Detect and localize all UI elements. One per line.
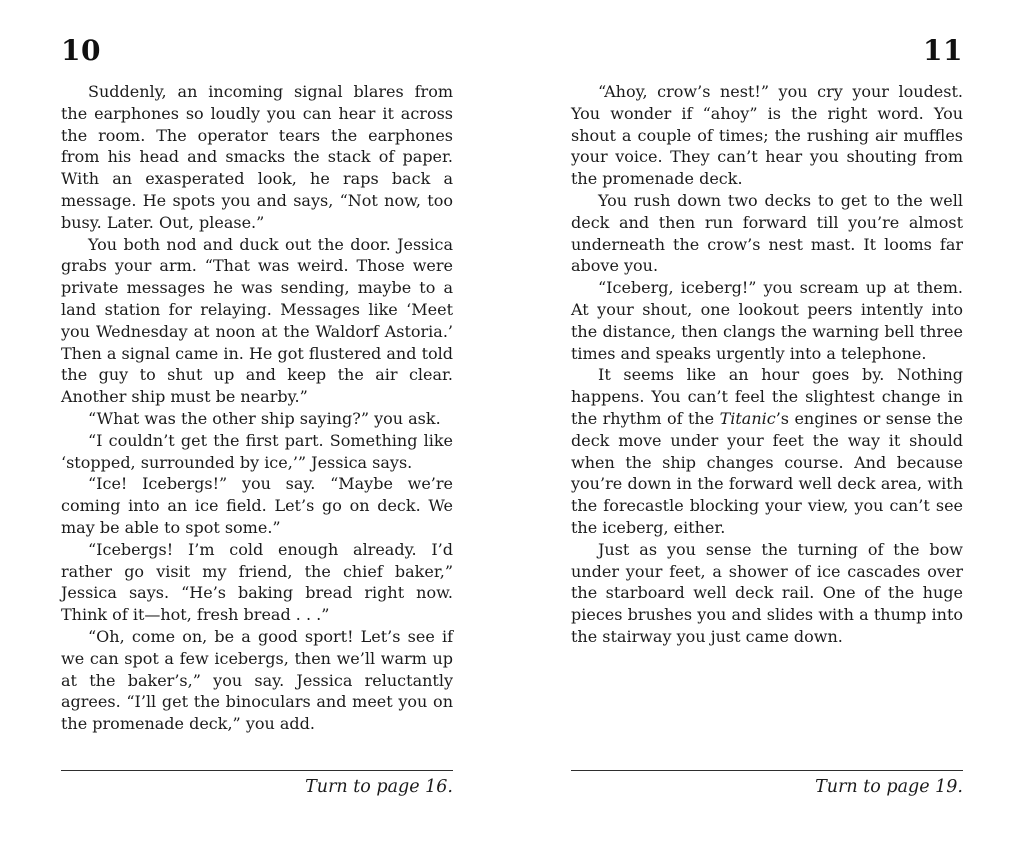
page-left-body: [61, 81, 453, 735]
book-page-right: [571, 36, 963, 648]
paragraph: “Ice! Icebergs!” you say. “Maybe we’re coming into an ice field. Let’s go on deck. We may be able to spot some.”: [61, 474, 453, 537]
paragraph: “I couldn’t get the first part. Something like ‘stopped, surrounded by ice,’” Jessica says.: [61, 430, 453, 472]
paragraph-text: It seems like an hour goes by. Nothing happens. You can’t feel the slightest change in the rhythm of the: [571, 365, 963, 428]
turn-to-page-instruction: Turn to page 19.: [815, 777, 963, 797]
footer-divider: [571, 770, 963, 771]
paragraph: “Oh, come on, be a good sport! Let’s see if we can spot a few icebergs, then we’ll warm up at the baker’s,” you say. Jessica reluctantly agrees. “I’ll get the binoculars and meet you on the promenade deck,” you add.: [61, 626, 453, 734]
page-right-body: [571, 81, 963, 648]
page-number-right: 11: [923, 34, 963, 67]
paragraph: You rush down two decks to get to the well deck and then run forward till you’re almost underneath the crow’s nest mast. It looms far above you.: [571, 190, 963, 276]
paragraph: [571, 364, 963, 538]
turn-to-page-instruction: Turn to page 16.: [305, 777, 453, 797]
paragraph: Suddenly, an incoming signal blares from the earphones so loudly you can hear it across the room. The operator tears the earphones from his head and smacks the stack of paper. With an exasperated look, he raps back a message. He spots you and says, “Not now, too busy. Later. Out, please.”: [61, 82, 453, 232]
paragraph: Just as you sense the turning of the bow under your feet, a shower of ice cascades over the starboard well deck rail. One of the huge pieces brushes you and slides with a thump into the stairway you just came down.: [571, 539, 963, 646]
ship-name-titanic: Titanic: [719, 408, 776, 428]
page-left-footer: [61, 770, 453, 797]
paragraph: “What was the other ship saying?” you ask.: [88, 408, 441, 428]
book-page-left: [61, 36, 453, 735]
footer-divider: [61, 770, 453, 771]
paragraph-text: ’s engines or sense the deck move under your feet the way it should when the ship changes course. And because you’re down in the forward well deck area, with the forecastle blocking your view, you can’t see the iceberg, either.: [571, 408, 963, 537]
paragraph: “Ahoy, crow’s nest!” you cry your loudest. You wonder if “ahoy” is the right word. You shout a couple of times; the rushing air muffles your voice. They can’t hear you shouting from the promenade deck.: [571, 82, 963, 189]
paragraph: “Icebergs! I’m cold enough already. I’d rather go visit my friend, the chief baker,” Jessica says. “He’s baking bread right now. Think of it—hot, fresh bread . . .”: [61, 539, 453, 625]
page-right-footer: [571, 770, 963, 797]
paragraph: You both nod and duck out the door. Jessica grabs your arm. “That was weird. Those were private messages he was sending, maybe to a land station for relaying. Messages like ‘Meet you Wednesday at noon at the Waldorf Astoria.’ Then a signal came in. He got flustered and told the guy to shut up and keep the air clear. Another ship must be nearby.”: [61, 234, 453, 407]
page-number-left: 10: [61, 34, 101, 67]
paragraph: “Iceberg, iceberg!” you scream up at them. At your shout, one lookout peers intently into the distance, then clangs the warning bell three times and speaks urgently into a telephone.: [571, 278, 963, 363]
